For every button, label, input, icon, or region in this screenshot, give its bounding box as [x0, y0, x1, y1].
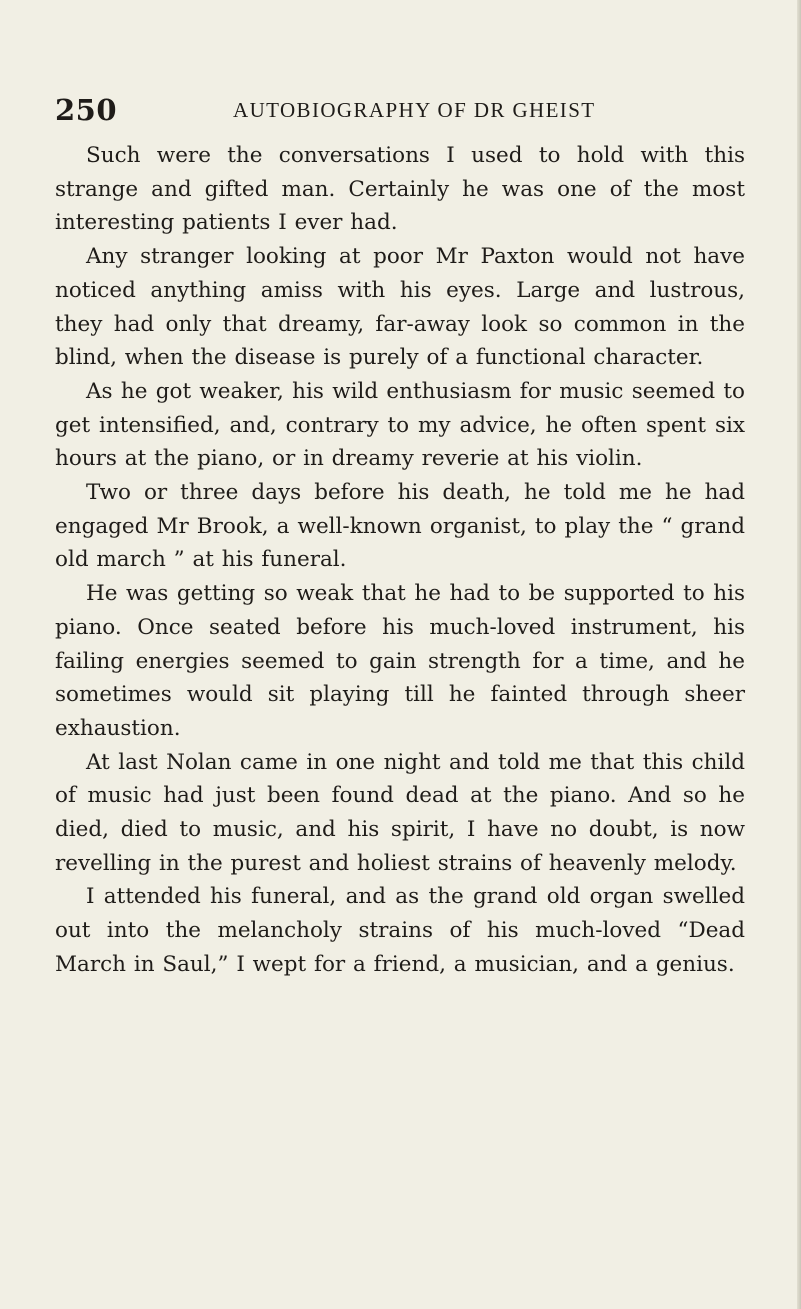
body-text	[55, 139, 745, 982]
paragraph: Any stranger looking at poor Mr Paxton would not have noticed anything amiss with his eyes. Large and lustrous, they had only that dreamy, far-away look so common in the blind, when the disease is purely of a functional character.	[55, 244, 745, 371]
paragraph: At last Nolan came in one night and told me that this child of music had just been found dead at the piano. And so he died, died to music, and his spirit, I have no doubt, is now revelling in the purest and holiest strains of heavenly melody.	[55, 749, 745, 876]
running-title: AUTOBIOGRAPHY OF DR GHEIST	[233, 98, 596, 122]
page-edge	[797, 0, 801, 1309]
paragraph: Such were the conversations I used to hold with this strange and gifted man. Certainly he was one of the most interesting patients I ever had.	[55, 143, 745, 236]
page-number: 250	[55, 93, 118, 127]
paragraph: I attended his funeral, and as the grand old organ swelled out into the melancholy strains of his much-loved “Dead March in Saul,” I wept for a friend, a musician, and a genius.	[55, 884, 745, 977]
paragraph: Two or three days before his death, he told me he had engaged Mr Brook, a well-known organist, to play the “ grand old march ” at his funeral.	[55, 480, 745, 573]
paragraph: He was getting so weak that he had to be supported to his piano. Once seated before his much-loved instrument, his failing energies seemed to gain strength for a time, and he sometimes would sit playing till he fainted through sheer exhaustion.	[55, 581, 745, 741]
page-header	[55, 92, 745, 128]
paragraph: As he got weaker, his wild enthusiasm for music seemed to get intensified, and, contrary to my advice, he often spent six hours at the piano, or in dreamy reverie at his violin.	[55, 378, 745, 472]
